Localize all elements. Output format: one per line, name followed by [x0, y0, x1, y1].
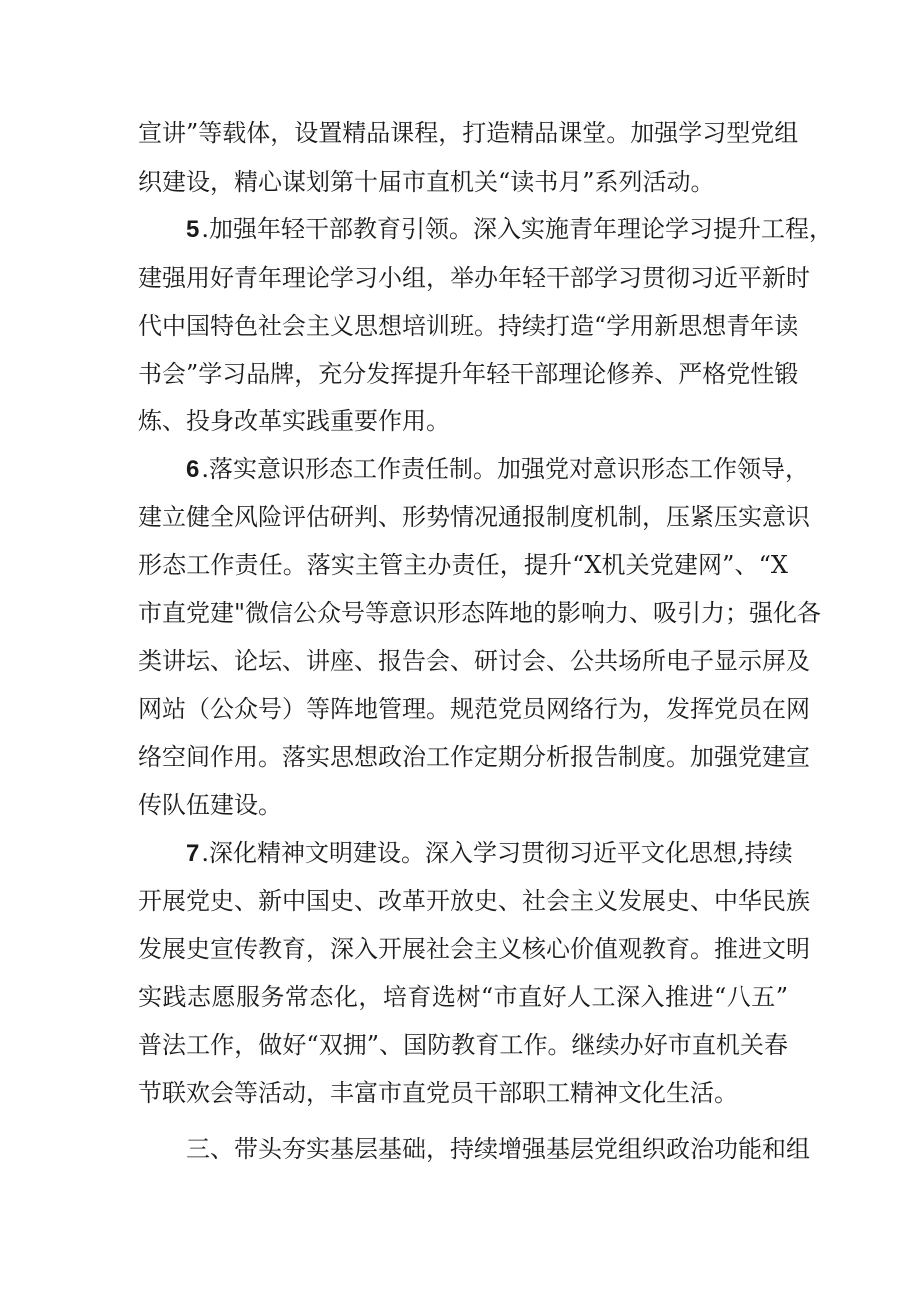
paragraph-line: 类讲坛、论坛、讲座、报告会、研讨会、公共场所电子显示屏及 — [138, 647, 810, 675]
paragraph-line: 络空间作用。落实思想政治工作定期分析报告制度。加强党建宣 — [138, 743, 810, 771]
paragraph-line: 实践志愿服务常态化，培育选树“市直好人工深入推进“八五” — [138, 983, 788, 1011]
paragraph-text: .加强年轻干部教育引领。深入实施青年理论学习提升工程， — [201, 215, 833, 243]
paragraph-line: 发展史宣传教育，深入开展社会主义核心价值观教育。推进文明 — [138, 935, 810, 963]
paragraph-6-first-line — [186, 454, 809, 484]
paragraph-line: 代中国特色社会主义思想培训班。持续打造“学用新思想青年读 — [138, 312, 799, 340]
section-heading-line: 三、带头夯实基层基础，持续增强基层党组织政治功能和组 — [186, 1135, 810, 1163]
item-number: 6 — [186, 456, 200, 483]
paragraph-line: 建立健全风险评估研判、形势情况通报制度机制，压紧压实意识 — [138, 503, 810, 531]
paragraph-7-first-line — [186, 838, 793, 868]
paragraph-line: 传队伍建设。 — [138, 791, 282, 819]
paragraph-line: 普法工作，做好“双拥”、国防教育工作。继续办好市直机关春 — [138, 1031, 788, 1059]
paragraph-line: 宣讲”等载体，设置精品课程，打造精品课堂。加强学习型党组 — [138, 119, 799, 147]
paragraph-line: 书会”学习品牌，充分发挥提升年轻干部理论修养、严格党性锻 — [138, 360, 799, 388]
paragraph-line: 炼、投身改革实践重要作用。 — [138, 407, 450, 435]
paragraph-line: 织建设，精心谋划第十届市直机关“读书月”系列活动。 — [138, 168, 715, 196]
paragraph-line: 市直党建"微信公众号等意识形态阵地的影响力、吸引力；强化各 — [138, 599, 822, 627]
paragraph-line: 节联欢会等活动，丰富市直党员干部职工精神文化生活。 — [138, 1079, 738, 1107]
paragraph-line: 开展党史、新中国史、改革开放史、社会主义发展史、中华民族 — [138, 887, 810, 915]
item-number: 7 — [186, 840, 200, 867]
paragraph-text: .深化精神文明建设。深入学习贯彻习近平文化思想,持续 — [201, 839, 793, 867]
paragraph-text: .落实意识形态工作责任制。加强党对意识形态工作领导， — [201, 455, 809, 483]
paragraph-line: 建强用好青年理论学习小组，举办年轻干部学习贯彻习近平新时 — [138, 264, 810, 292]
paragraph-line: 形态工作责任。落实主管主办责任，提升“X机关党建网”、“X — [138, 551, 788, 579]
item-number: 5 — [186, 216, 200, 243]
paragraph-5-first-line — [186, 214, 833, 244]
paragraph-line: 网站（公众号）等阵地管理。规范党员网络行为，发挥党员在网 — [138, 695, 810, 723]
